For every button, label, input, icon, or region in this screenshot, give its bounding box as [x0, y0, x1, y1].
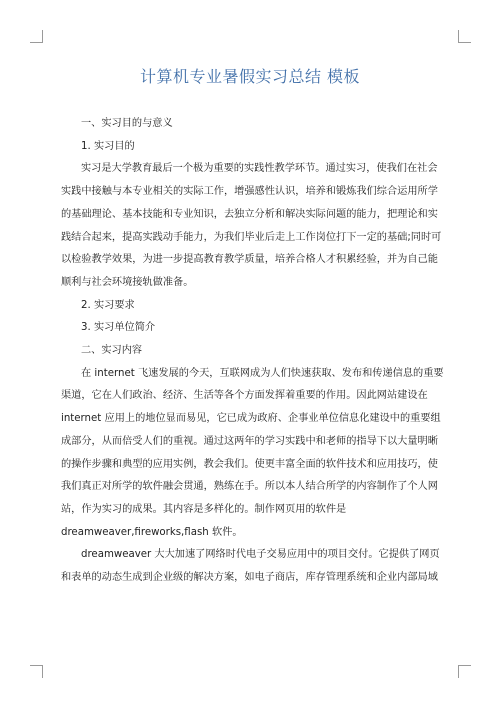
paragraph-line: internet 应用上的地位显而易见，它已成为政府、企事业单位信息化建设中的重要组: [61, 413, 441, 425]
paragraph-line: dreamweaver 大大加速了网络时代电子交易应用中的项目交付。它提供了网页: [81, 549, 440, 561]
crop-mark-top-left: [30, 30, 43, 43]
paragraph-internship-content: [61, 363, 444, 545]
paragraph-line: 站，作为实习的成果。其内容是多样化的。制作网页用的软件是: [61, 503, 347, 515]
paragraph-line: 和表单的动态生成到企业级的解决方案，如电子商店，库存管理系统和企业内部局域: [61, 572, 438, 584]
section-heading-purpose: 一、实习目的与意义: [81, 118, 173, 129]
paragraph-internship-goal: [61, 158, 441, 294]
subheading-internship-requirements: 2. 实习要求: [81, 299, 135, 311]
paragraph-line: 顺利与社会环境接轨做准备。: [61, 276, 194, 288]
document-title: 计算机专业暑假实习总结 模板: [139, 67, 361, 86]
paragraph-line: 我们真正对所学的软件融会贯通，熟练在手。所以本人结合所学的内容制作了个人网: [61, 481, 438, 493]
paragraph-line: 实践中接触与本专业相关的实际工作，增强感性认识，培养和锻炼我们综合运用所学: [61, 186, 438, 198]
paragraph-line: 以检验教学效果，为进一步提高教育教学质量，培养合格人才积累经验，并为自己能: [61, 254, 438, 266]
crop-mark-bottom-left: [30, 665, 43, 678]
subheading-company-intro: 3. 实习单位简介: [81, 322, 156, 334]
document-body: [61, 113, 444, 590]
paragraph-line: dreamweaver,fireworks,flash 软件。: [61, 526, 243, 538]
crop-mark-bottom-right: [458, 665, 471, 678]
paragraph-line: 成部分，从而倍受人们的重视。通过这两年的学习实践中和老师的指导下以大量明晰: [61, 435, 438, 447]
section-heading-content: 二、实习内容: [81, 345, 143, 357]
paragraph-line: 的基础理论、基本技能和专业知识，去独立分析和解决实际问题的能力，把理论和实: [61, 208, 438, 220]
paragraph-dreamweaver: [61, 544, 441, 589]
paragraph-line: 在 internet 飞速发展的今天，互联网成为人们快速获取、发布和传递信息的重要: [81, 367, 444, 379]
paragraph-line: 实习是大学教育最后一个极为重要的实践性教学环节。通过实习，使我们在社会: [81, 163, 438, 175]
paragraph-line: 的操作步骤和典型的应用实例，教会我们。使更丰富全面的软件技术和应用技巧，使: [61, 458, 438, 470]
paragraph-line: 渠道，它在人们政治、经济、生活等各个方面发挥着重要的作用。因此网站建设在: [61, 390, 428, 402]
paragraph-line: 践结合起来，提高实践动手能力，为我们毕业后走上工作岗位打下一定的基础;同时可: [61, 231, 442, 243]
subheading-internship-goal: 1. 实习目的: [81, 140, 135, 152]
crop-mark-top-right: [458, 30, 471, 43]
